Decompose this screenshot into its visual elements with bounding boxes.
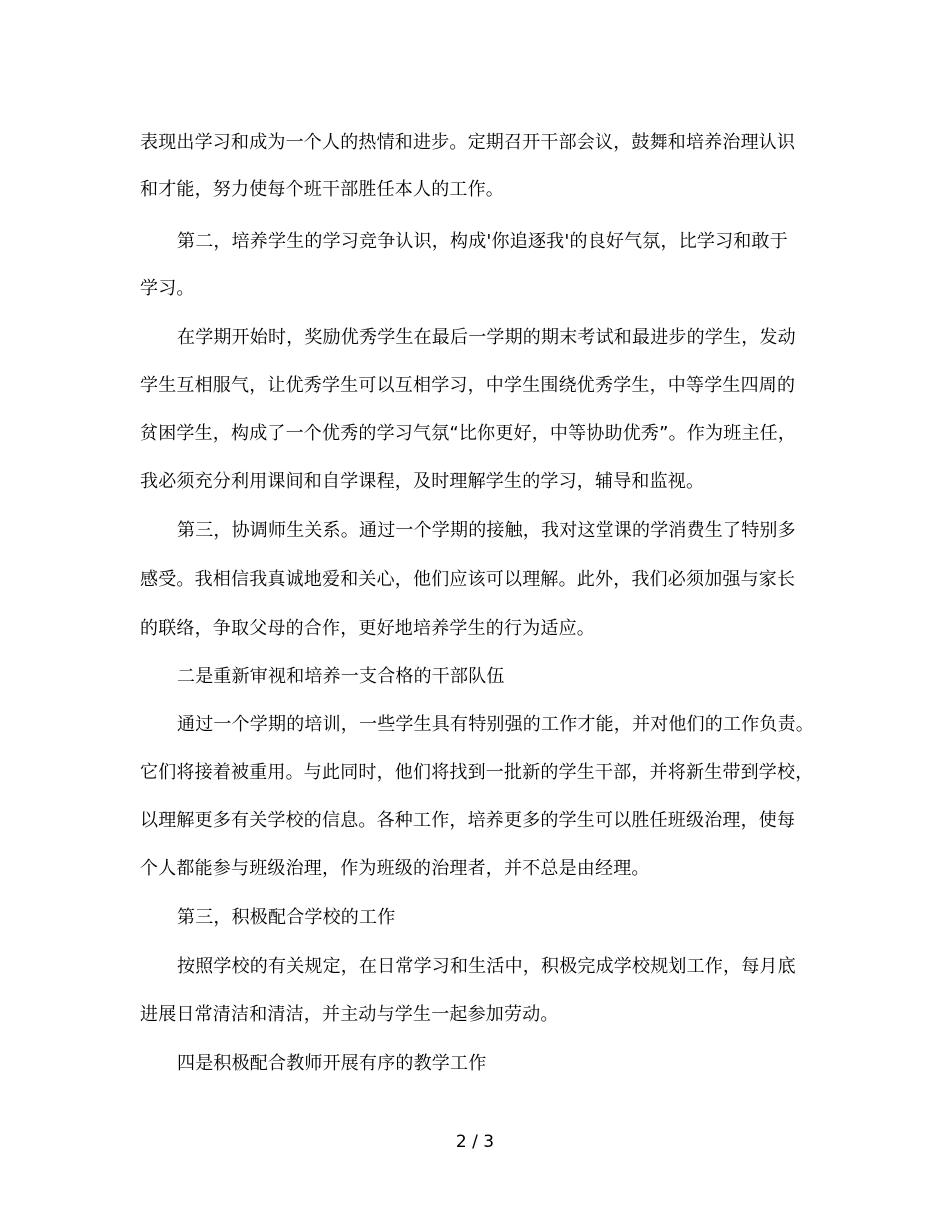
section-heading: 二是重新审视和培养一支合格的干部队伍 [177,666,505,687]
text-line: 进展日常清洁和清洁，并主动与学生一起参加劳动。 [140,1004,559,1025]
text-line: 感受。我相信我真诚地爱和关心，他们应该可以理解。此外，我们必须加强与家长 [140,569,796,590]
text-line: 它们将接着被重用。与此同时，他们将找到一批新的学生干部，并将新生带到学校， [140,762,814,783]
text-line: 学生互相服气，让优秀学生可以互相学习，中学生围绕优秀学生，中等学生四周的 [140,375,796,396]
section-heading: 四是积极配合教师开展有序的教学工作 [177,1053,487,1074]
text-line: 通过一个学期的培训，一些学生具有特别强的工作才能，并对他们的工作负责。 [177,714,814,735]
text-line: 按照学校的有关规定，在日常学习和生活中，积极完成学校规划工作，每月底 [177,956,796,977]
text-line: 我必须充分利用课间和自学课程，及时理解学生的学习，辅导和监视。 [140,471,705,492]
text-line: 以理解更多有关学校的信息。各种工作，培养更多的学生可以胜任班级治理，使每 [140,810,796,831]
page-number: 2 / 3 [455,1132,495,1152]
text-line: 贫困学生，构成了一个优秀的学习气氛“比你更好，中等协助优秀”。作为班主任， [140,423,797,444]
text-line: 的联络，争取父母的合作，更好地培养学生的行为适应。 [140,618,595,639]
text-line: 个人都能参与班级治理，作为班级的治理者，并不总是由经理。 [140,858,650,879]
text-line: 表现出学习和成为一个人的热情和进步。定期召开干部会议，鼓舞和培养治理认识 [140,132,796,153]
text-line: 在学期开始时，奖励优秀学生在最后一学期的期末考试和最进步的学生，发动 [177,327,796,348]
text-line: 第三，协调师生关系。通过一个学期的接触，我对这堂课的学消费生了特别多 [177,520,796,541]
text-line: 和才能，努力使每个班干部胜任本人的工作。 [140,179,504,200]
section-heading: 第三，积极配合学校的工作 [177,907,396,928]
text-line: 学习。 [140,278,195,299]
text-line: 第二，培养学生的学习竞争认识，构成'你追逐我'的良好气氛，比学习和敢于 [177,231,788,252]
